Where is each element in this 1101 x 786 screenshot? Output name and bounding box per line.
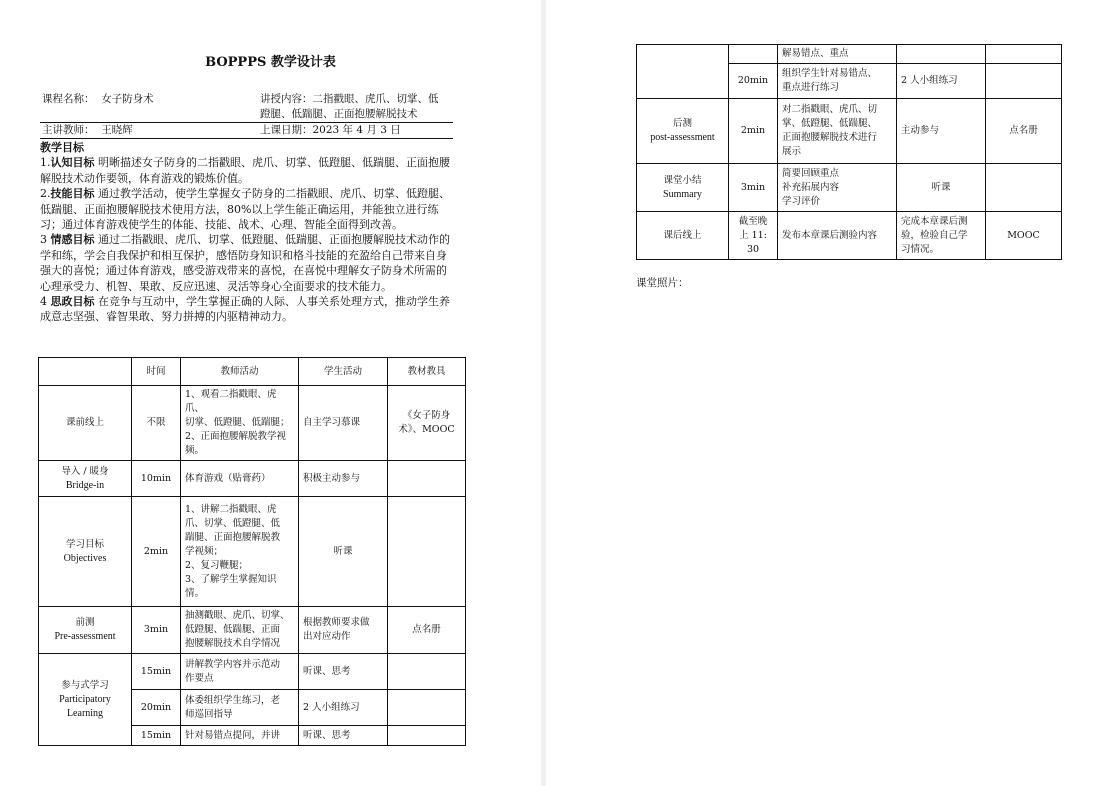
goal-skill: 2.技能目标 通过教学活动，使学生掌握女子防身的二指戳眼、虎爪、切掌、低蹬腿、低踹腿、正面抱腰解脱技术使用方法，80%以上学生能正确运用，并能独立进行练习；通过体育游戏使学生的体能、技能、战术、心理、智能全面得到改善。 xyxy=(40,187,450,232)
course-name: 课程名称： 女子防身术 xyxy=(42,93,154,105)
table-header-row xyxy=(39,358,466,386)
table-row: 15min 针对易错点提问，并讲 听课、思考 xyxy=(39,726,466,746)
header-time: 时间 xyxy=(132,358,181,386)
table-row: 学习目标 Objectives 2min 1、讲解二指戳眼、虎 爪、切掌、低蹬腿、低 踹腿、正面抱腰解脱教 学视频； 2、复习鞭腿； 3、了解学生掌握知识 情。 听课 xyxy=(39,497,466,607)
header-teacher: 教师活动 xyxy=(181,358,299,386)
teaching-goals xyxy=(40,140,453,325)
teacher-name: 主讲教师： 王晓辉 xyxy=(42,124,133,136)
lesson-content: 讲授内容：二指戳眼、虎爪、切掌、低 蹬腿、低踹腿、正面抱腰解脱技术 xyxy=(260,93,439,120)
table-row: 参与式学习 Participatory Learning 15min 讲解教学内容并示范动 作要点 听课、思考 xyxy=(39,654,466,690)
table-row: 课堂小结 Summary 3min 简要回顾重点 补充拓展内容 学习评价 听课 xyxy=(637,164,1062,212)
goal-emotion: 3 情感目标 通过二指戳眼、虎爪、切掌、低蹬腿、低踹腿、正面抱腰解脱技术动作的学和练，学会自我保护和相互保护，感悟防身知识和格斗技能的充盈给自己带来自身强大的喜悦；通过体育游戏，感受游戏带来的喜悦，在喜悦中理解女子防身术所需的心理承受力、机智、果敢、反应迅速、灵活等身心全面要求的技术能力。 xyxy=(40,233,450,293)
lesson-plan-table-continued xyxy=(636,44,1062,260)
header-material: 教材教具 xyxy=(388,358,466,386)
table-row: 20min 体委组织学生练习，老 师巡回指导 2 人小组练习 xyxy=(39,690,466,726)
lesson-plan-table xyxy=(38,357,466,746)
table-row: 解易错点、重点 xyxy=(637,45,1062,64)
goal-ideology: 4 思政目标 在竞争与互动中，学生掌握正确的人际、人事关系处理方式，推动学生养成意志坚强、睿智果敢、努力拼搏的内驱精神动力。 xyxy=(40,295,450,324)
document-page-1 xyxy=(0,0,541,786)
goal-cognitive: 1.认知目标 明晰描述女子防身的二指戳眼、虎爪、切掌、低蹬腿、低踹腿、正面抱腰解脱技术动作要领，体育游戏的锻炼价值。 xyxy=(40,156,450,185)
header-student: 学生活动 xyxy=(299,358,388,386)
class-photo-label: 课堂照片： xyxy=(636,277,689,289)
document-title: BOPPPS 教学设计表 xyxy=(205,55,336,70)
goals-heading: 教学目标 xyxy=(40,141,84,154)
table-row: 课前线上 不限 1、观看二指戳眼、虎爪、 切掌、低蹬腿、低踹腿； 2、正面抱腰解脱教学视 频。 自主学习慕课 《女子防身 术》、MOOC xyxy=(39,386,466,461)
lesson-date: 上课日期：2023 年 4 月 3 日 xyxy=(260,124,401,136)
table-row: 前测 Pre-assessment 3min 抽测戳眼、虎爪、切掌、 低蹬腿、低踹腿、正面 抱腰解脱技术自学情况 根据教师要求做 出对应动作 点名册 xyxy=(39,607,466,654)
header-rule-bottom xyxy=(40,138,453,139)
table-row: 课后线上 截至晚 上 11: 30 发布本章课后测验内容 完成本章课后测 验，检验自己学 习情况。 MOOC xyxy=(637,212,1062,260)
table-row: 导入 / 暖身 Bridge-in 10min 体育游戏（贴膏药） 积极主动参与 xyxy=(39,461,466,497)
table-row: 20min 组织学生针对易错点、 重点进行练习 2 人小组练习 xyxy=(637,64,1062,99)
table-row: 后测 post-assessment 2min 对二指戳眼、虎爪、切 掌、低蹬腿、低踹腿、 正面抱腰解脱技术进行 展示 主动参与 点名册 xyxy=(637,99,1062,164)
